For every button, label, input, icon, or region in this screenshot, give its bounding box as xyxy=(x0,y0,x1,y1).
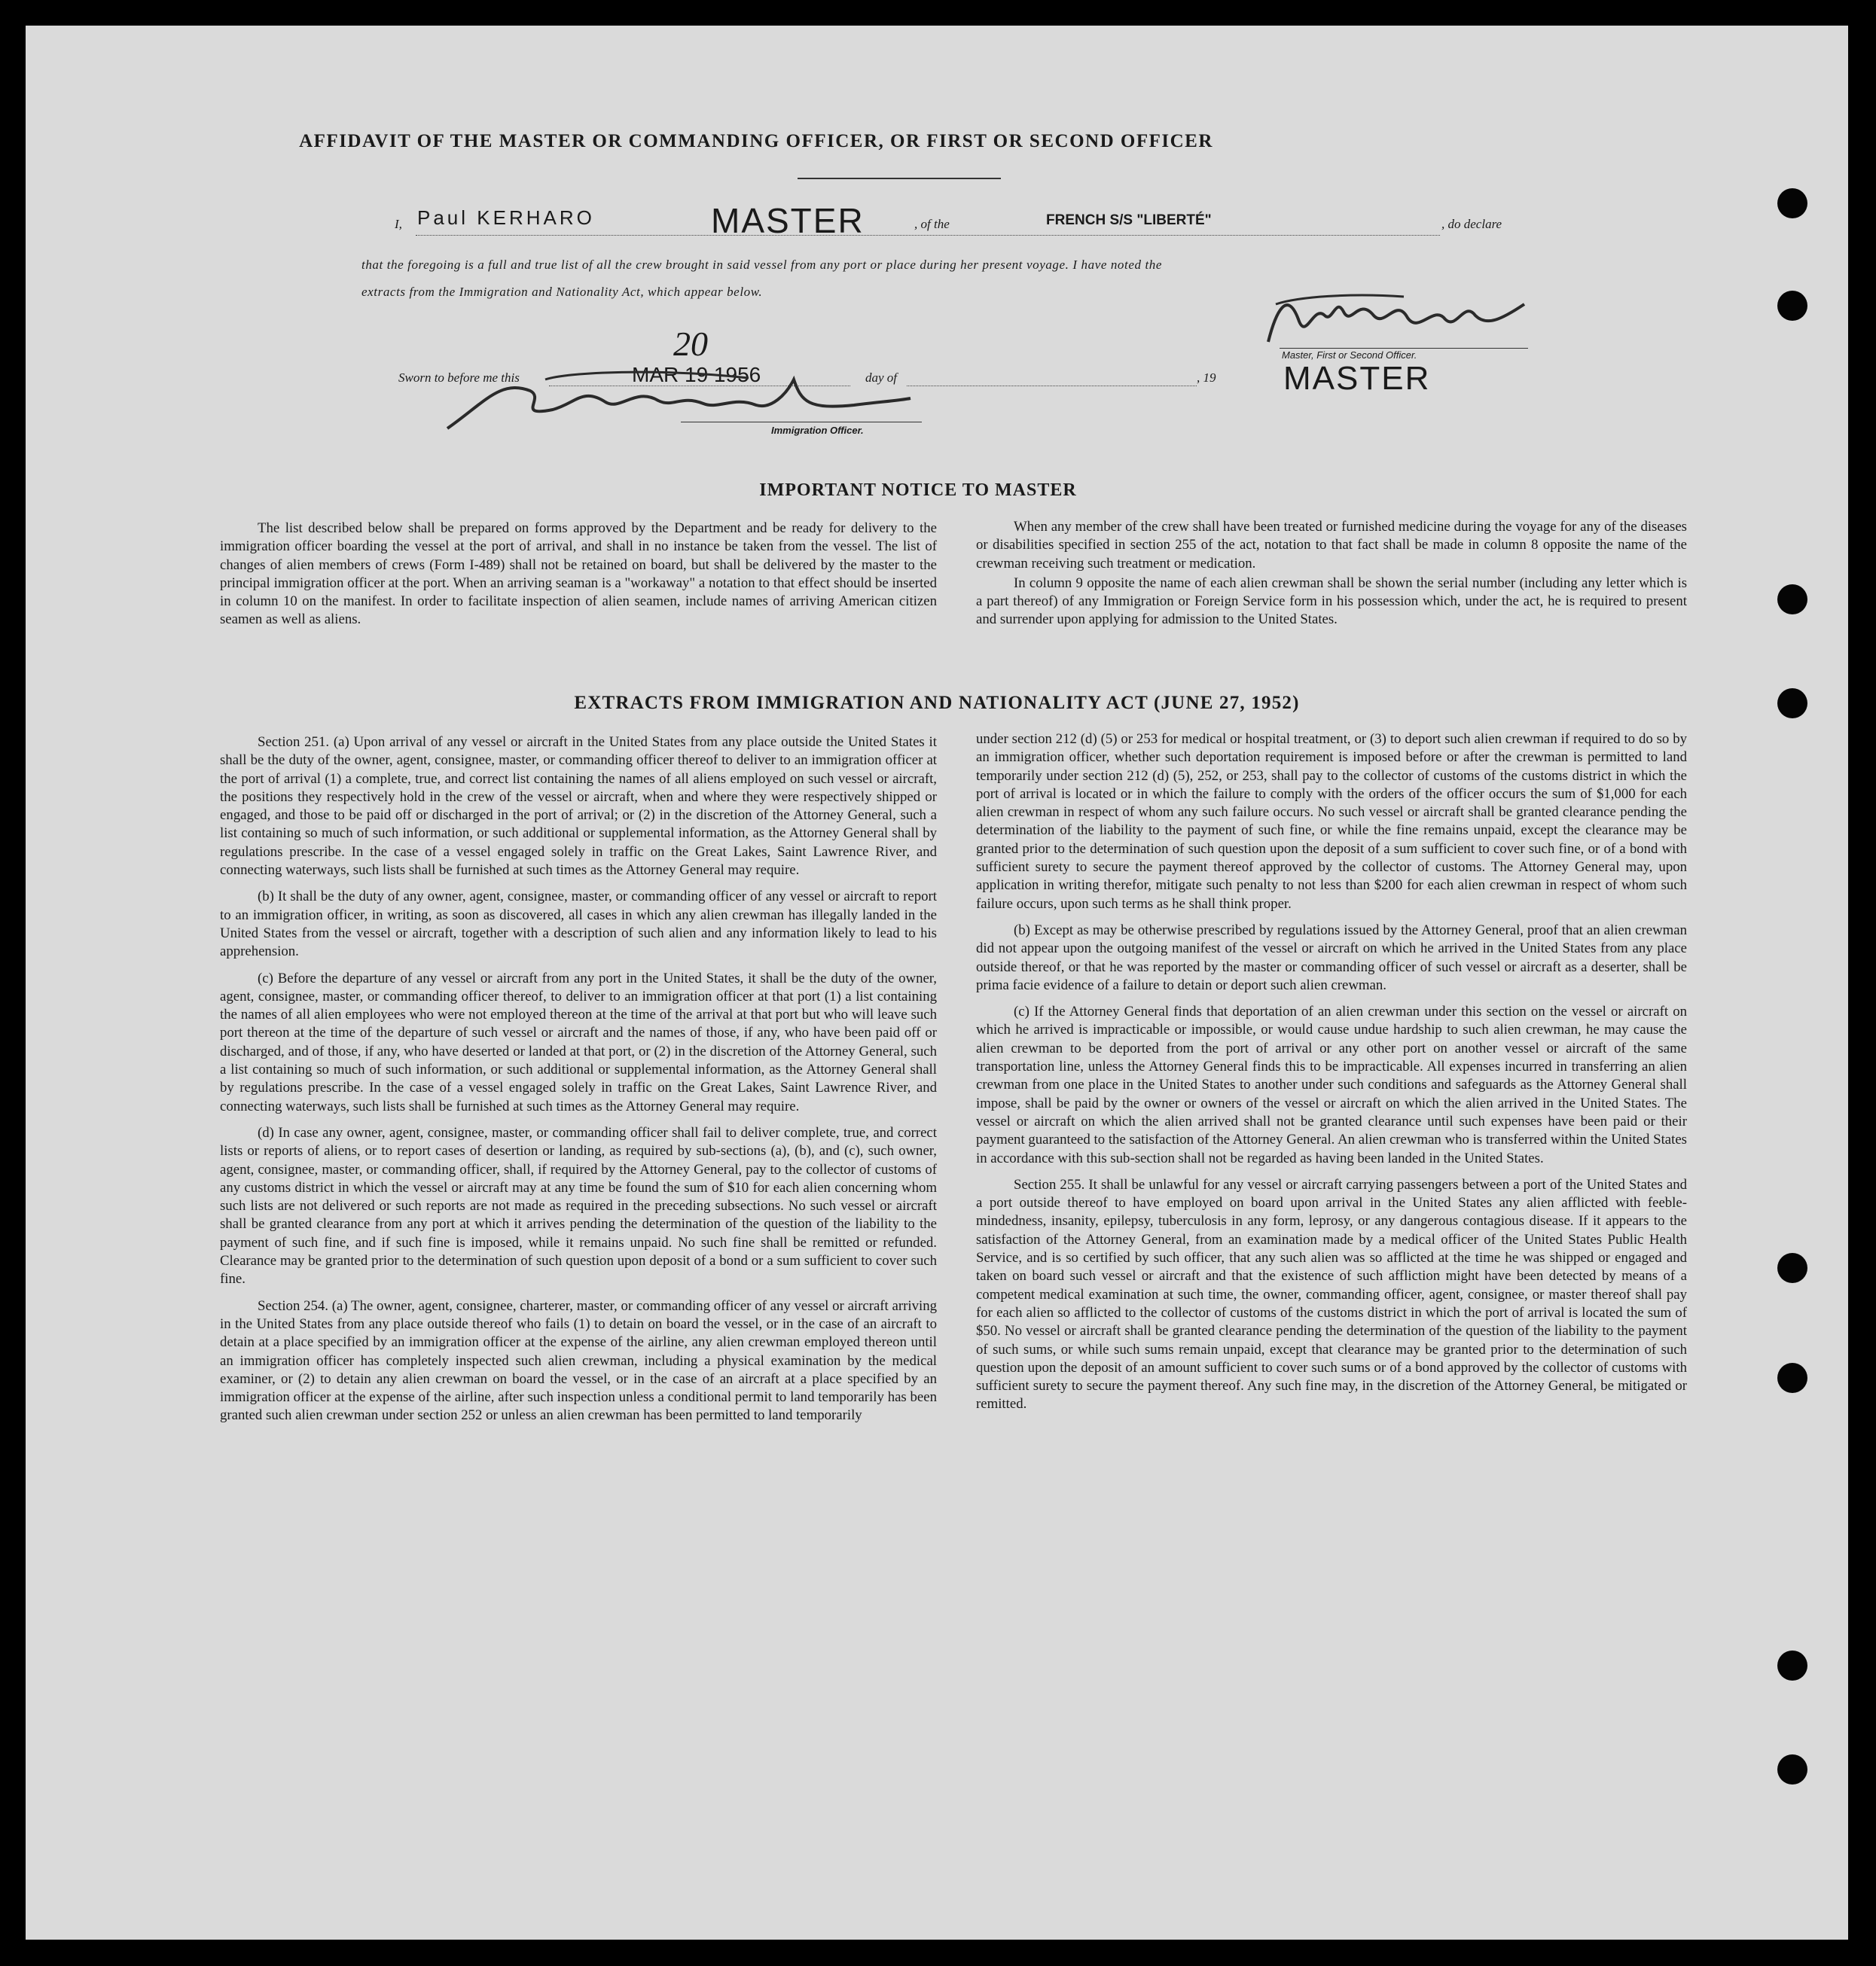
punch-hole xyxy=(1777,688,1807,718)
vessel-name: FRENCH S/S "LIBERTÉ" xyxy=(1046,212,1212,228)
section-251a: Section 251. (a) Upon arrival of any vessel or aircraft in the United States from any place outside the United States it shall be the duty of the owner, agent, consignee, master, or commanding officer thereof to deliver to an immigration officer at the port of arrival (1) a complete, true, and correct list containing the names of all aliens employed on such vessel or aircraft, the positions they respectively hold in the crew of the vessel or aircraft, when and where they were respectively shipped or engaged, and those to be paid off or discharged in the port of arrival; or (2) in the discretion of the Attorney General, such a list containing so much of such information, or such additional or supplemental information, as the Attorney General shall by regulations prescribe. In the case of a vessel engaged solely in traffic on the Great Lakes, Saint Lawrence River, and connecting waterways, such lists shall be furnished at such times as the Attorney General may require. xyxy=(220,734,937,879)
document-page xyxy=(26,26,1848,1940)
notice-paragraph: The list described below shall be prepared on forms approved by the Department and be ready for delivery to the immigration officer boarding the vessel at the port of arrival, and shall in no instance be taken from the vessel. The list of changes of alien members of crews (Form I-489) shall not be retained on board, but shall be delivered by the master to the principal immigration officer at the port. When an arriving seaman is a "workaway" a notation to that effect should be inserted in column 10 on the manifest. In order to facilitate inspection of alien seamen, include names of arriving American citizen seamen as well as aliens. xyxy=(220,520,937,628)
section-254c: (c) If the Attorney General finds that deportation of an alien crewman under this section on the vessel or aircraft on which he arrived is impracticable or impossible, or would cause undue hardship to such alien crewman, he may cause the alien crewman to be deported from the port of arrival or any other port on another vessel or aircraft of the same transportation line, unless the Attorney General finds this to be impracticable. All expenses incurred in transferring an alien crewman from one place in the United States to another under such conditions and safeguards as the Attorney General shall impose, shall be paid by the owner or owners of the vessel or aircraft on which the alien arrived in the United States. The vessel or aircraft on which the alien arrived shall not be granted clearance until such expenses have been paid or their payment guaranteed to the satisfaction of the Attorney General. An alien crewman who is transferred within the United States in accordance with this sub-section shall not be regarded as having been landed in the United States. xyxy=(976,1004,1687,1166)
handwritten-day: 20 xyxy=(673,325,708,363)
affidavit-title: AFFIDAVIT OF THE MASTER OR COMMANDING OFFICER, OR FIRST OR SECOND OFFICER xyxy=(299,131,1213,151)
master-name: Paul KERHARO xyxy=(417,206,595,229)
section-251d: (d) In case any owner, agent, consignee, master, or commanding officer shall fail to deliver complete, true, and correct lists or reports of aliens, or to report cases of desertion or landing, as required by sub-sections (a), (b), and (c), such owner, agent, consignee, master, or commanding officer, shall, if required by the Attorney General, pay to the collector of customs of any customs district in which the vessel or aircraft may at any time be found the sum of $10 for each alien concerning whom such lists are not delivered or such reports are not made as required in the preceding subsections. No such vessel or aircraft shall be granted clearance from any port at which it arrives pending the determination of the question of the liability to the payment of such fine, and if such fine is imposed, while it remains unpaid. No such fine shall be remitted or refunded. Clearance may be granted prior to the determination of such question upon deposit of a bond or a sum sufficient to cover such fine. xyxy=(220,1124,937,1288)
notice-title: IMPORTANT NOTICE TO MASTER xyxy=(759,480,1077,500)
master-signature xyxy=(1246,274,1532,357)
notice-paragraph: When any member of the crew shall have been treated or furnished medicine during the voyage for any of the diseases or disabilities specified in section 255 of the act, notation to that fact shall be made in column 8 opposite the name of the crewman receiving such treatment or medication. xyxy=(976,519,1687,572)
notice-left-column xyxy=(220,520,937,631)
master-rank-stamp-2: MASTER xyxy=(1283,360,1431,397)
extracts-left-column xyxy=(220,733,937,1434)
year-label: , 19 xyxy=(1197,370,1216,385)
date-stamp: MAR 19 1956 xyxy=(632,363,761,386)
punch-hole xyxy=(1777,188,1807,218)
notice-right-column xyxy=(976,518,1687,631)
master-rank-stamp: MASTER xyxy=(711,201,865,240)
section-254a-cont: under section 212 (d) (5) or 253 for medical or hospital treatment, or (3) to deport such alien crewman if required to do so by an immigration officer, whether such deportation requirement is imposed before or after the crewman is permitted to land temporarily under section 212 (d) (5), 252, or 253, shall pay to the collector of customs of the customs district in which the port of arrival is located or in which the failure to comply with the orders of the officer occurs the sum of $1,000 for each alien crewman in respect of whom any such failure occurs. No such vessel or aircraft shall be granted clearance pending the determination of the liability to the payment of such fine, or while the fine remains unpaid, except the clearance may be granted prior to the determination of such question upon the deposit of a sum sufficient to cover such fine, or of a bond with sufficient surety to secure the payment thereof approved by the collector of customs. The Attorney General may, upon application in writing therefor, mitigate such penalty to not less than $200 for each alien crewman in respect of whom such failure occurs, upon such terms as he shall think proper. xyxy=(976,731,1687,912)
declaration-text-2: that the foregoing is a full and true list of all the crew brought in said vessel from any port or place during her present voyage. I have noted the xyxy=(361,258,1163,272)
notice-paragraph: In column 9 opposite the name of each alien crewman shall be shown the serial number (including any letter which is a part thereof) of any Immigration or Foreign Service form in his possession which, under the act, he is required to present and surrender upon applying for admission to the United States. xyxy=(976,575,1687,628)
declaration-text-3: extracts from the Immigration and Nationality Act, which appear below. xyxy=(361,285,763,299)
section-255: Section 255. It shall be unlawful for any vessel or aircraft carrying passengers between a port of the United States and a port outside thereof to have employed on board upon arrival in the United States any alien afflicted with feeble-mindedness, insanity, epilepsy, tuberculosis in any form, leprosy, or any dangerous contagious disease. If it appears to the satisfaction of the Attorney General, from an examination made by a medical officer of the United States Public Health Service, and is so certified by such officer, that any such alien was so afflicted at the time he was shipped or engaged and taken on board such vessel or aircraft and that the existence of such affliction might have been detected by means of a competent medical examination at such time, the owner, commanding officer, agent, consignee, or master thereof shall pay for each alien so afflicted to the collector of customs of the customs district in which the port of arrival is located the sum of $50. No vessel or aircraft shall be granted clearance pending the determination of the question of the liability to the payment of such sums, or while such sums remain unpaid, except that clearance may be granted prior to the determination of such question upon the deposit of an amount sufficient to cover such sums or of a bond approved by the collector of customs with sufficient surety to secure the payment thereof. Any such fine may, in the discretion of the Attorney General, be mitigated or remitted. xyxy=(976,1176,1687,1413)
punch-hole xyxy=(1777,1651,1807,1681)
section-254b: (b) Except as may be otherwise prescribed by regulations issued by the Attorney General, proof that an alien crewman did not appear upon the outgoing manifest of the vessel or aircraft on which he arrived in the United States from any place outside thereof, or that he was reported by the master or commanding officer of such vessel or aircraft as a deserter, shall be prima facie evidence of a failure to detain or deport such alien crewman. xyxy=(976,922,1687,993)
punch-hole xyxy=(1777,584,1807,614)
master-rule xyxy=(1280,348,1528,349)
immigration-officer-label: Immigration Officer. xyxy=(771,425,864,436)
punch-hole xyxy=(1777,1253,1807,1283)
master-officer-label: Master, First or Second Officer. xyxy=(1282,349,1417,361)
section-251b: (b) It shall be the duty of any owner, agent, consignee, master, or commanding officer of any vessel or aircraft to report to an immigration officer, in writing, as soon as discovered, all cases in which any alien crewman has illegally landed in the United States from the vessel or aircraft, together with a description of such alien and any information likely to lead to his apprehension. xyxy=(220,889,937,960)
punch-hole xyxy=(1777,1363,1807,1393)
of-the-label: , of the xyxy=(914,217,950,231)
section-254a: Section 254. (a) The owner, agent, consignee, charterer, master, or commanding officer of any vessel or aircraft arriving in the United States from any place outside thereof who fails (1) to detain on board the vessel, or in the case of an aircraft to detain at a place specified by an immigration officer at the expense of the airline, any alien crewman employed thereon until an immigration officer has completely inspected such alien crewman, including a physical examination by the medical examiner, or (2) to detain any alien crewman on board the vessel, or in the case of an aircraft at a place specified by an immigration officer at the expense of the airline, after such inspection unless a conditional permit to land temporarily has been granted such alien crewman under section 252 or unless an alien crewman has been permitted to land temporarily xyxy=(220,1297,937,1424)
declaration-prefix: I, xyxy=(395,217,402,231)
section-251c: (c) Before the departure of any vessel or aircraft from any port in the United States, it shall be the duty of the owner, agent, consignee, master, or commanding officer thereof, to deliver to an immigration officer at that port (1) a list containing the names of all alien employees who were not employed thereon at the time of the arrival at that port but who will leave such port thereon at the time of the departure of such vessel or aircraft and the names of those, if any, who have been paid off or discharged, and of those, if any, who have deserted or landed at that port, or (2) in the discretion of the Attorney General, such a list containing so much of such information, or such additional or supplemental information, as the Attorney General shall by regulations prescribe. In the case of a vessel engaged solely in traffic on the Great Lakes, Saint Lawrence River, and connecting waterways, such lists shall be furnished at such times as the Attorney General may require. xyxy=(220,970,937,1114)
extracts-title: EXTRACTS FROM IMMIGRATION AND NATIONALITY ACT (JUNE 27, 1952) xyxy=(574,693,1300,713)
punch-hole xyxy=(1777,291,1807,321)
title-rule xyxy=(798,178,1001,179)
sworn-label: Sworn to before me this xyxy=(398,370,520,385)
extracts-right-column xyxy=(976,730,1687,1422)
punch-hole xyxy=(1777,1754,1807,1785)
day-of-label: day of xyxy=(865,370,898,385)
declare-label: , do declare xyxy=(1441,217,1502,231)
declaration-line xyxy=(395,201,1554,240)
